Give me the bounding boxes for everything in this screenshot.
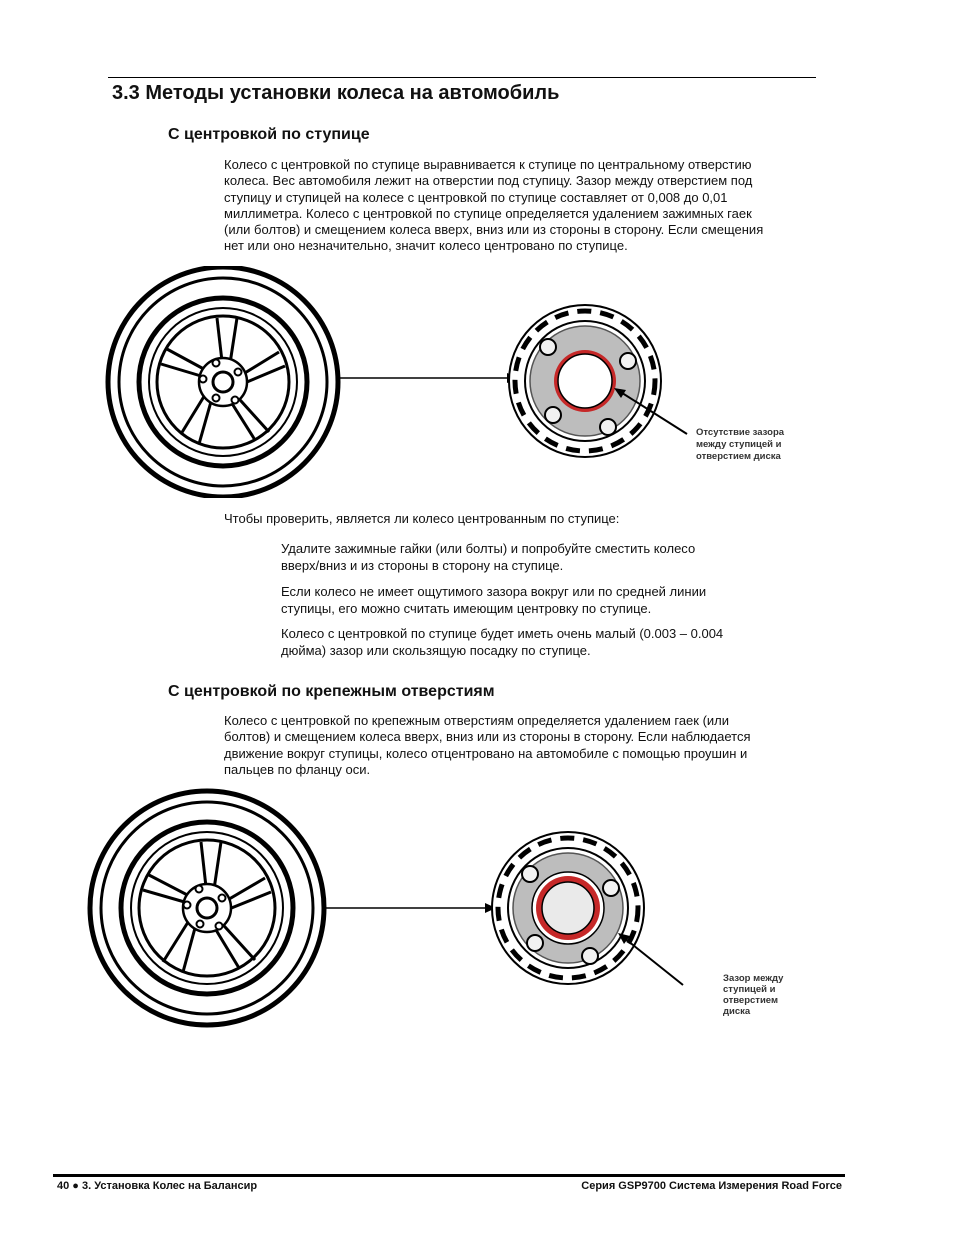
callout-line xyxy=(623,937,683,985)
hub-closeup xyxy=(509,305,661,457)
hub-closeup xyxy=(492,832,644,984)
wheel-diagram xyxy=(108,267,338,497)
hub-check-intro: Чтобы проверить, является ли колесо центрованным по ступице: xyxy=(224,511,620,526)
top-rule xyxy=(108,77,816,78)
lug-paragraph: Колесо с центровкой по крепежным отверстиям определяется удалением гаек (или болтов) и смещением колеса вверх, вниз или из стороны в сторону. Если наблюдается движение вокруг ступицы, колесо отцентровано на автомобиле с помощью проушин и пальцев по фланцу оси. xyxy=(224,713,751,777)
hub-check-item: Если колесо не имеет ощутимого зазора вокруг или по средней линии ступицы, его можно считать имеющим центровку по ступице. xyxy=(281,584,707,616)
lug-figure-label: Зазор между ступицей и отверстием диска xyxy=(723,973,784,1017)
section-title: 3.3 Методы установки колеса на автомобиль xyxy=(112,82,560,104)
footer-page-chapter: 40 ● 3. Установка Колес на Балансир xyxy=(57,1180,258,1192)
footer-rule xyxy=(53,1174,845,1177)
hub-check-item: Колесо с центровкой по ступице будет иметь очень малый (0.003 – 0.004 дюйма) зазор или скользящую посадку по ступице. xyxy=(281,626,724,658)
hub-centric-figure xyxy=(102,266,802,498)
hub-heading: С центровкой по ступице xyxy=(168,126,370,143)
wheel-diagram xyxy=(90,791,324,1025)
hub-figure-label: Отсутствие зазора между ступицей и отверстием диска xyxy=(696,427,785,462)
hub-check-item: Удалите зажимные гайки (или болты) и попробуйте сместить колесо вверх/вниз и из стороны в сторону на ступице. xyxy=(281,541,696,573)
lug-centric-figure xyxy=(86,785,808,1035)
footer-series: Серия GSP9700 Система Измерения Road Force xyxy=(581,1180,842,1192)
lug-heading: С центровкой по крепежным отверстиям xyxy=(168,683,495,700)
hub-paragraph: Колесо с центровкой по ступице выравнивается к ступице по центральному отверстию колеса. Вес автомобиля лежит на отверстии под ступицу. Зазор между отверстием под ступицу и ступицей на колесе с центровкой по ступице составляет от 0,008 до 0,01 миллиметра. Колесо с центровкой по ступице определяется удалением зажимных гаек (или болтов) и смещением колеса вверх, вниз или из стороны в сторону. Если смещения нет или оно незначительно, значит колесо центровано по ступице. xyxy=(224,157,764,254)
